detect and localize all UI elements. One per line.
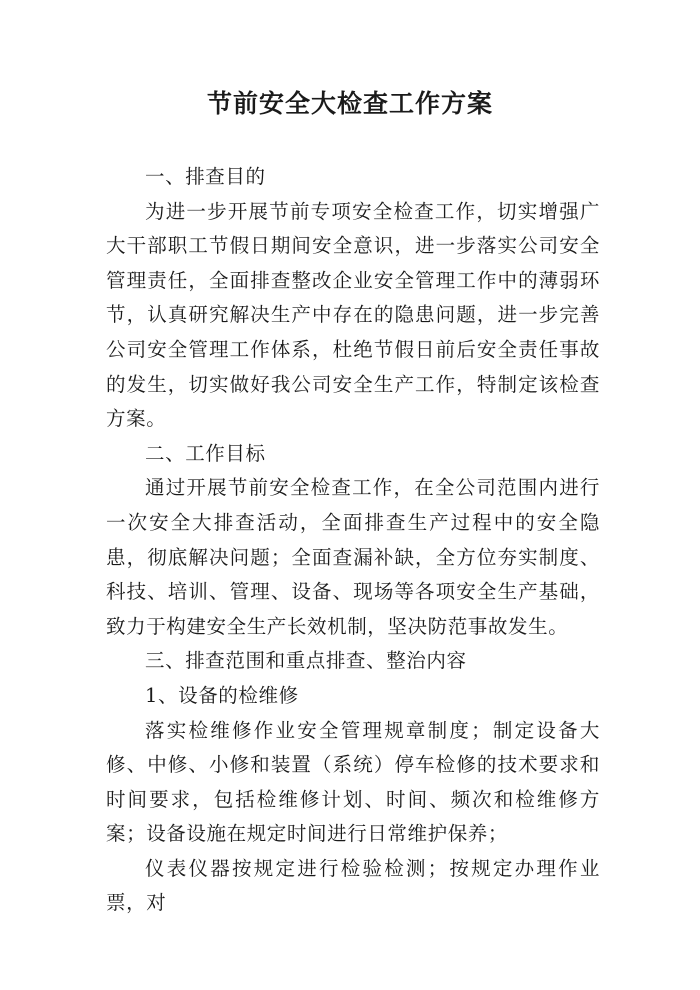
- paragraph-instruments: 仪表仪器按规定进行检验检测；按规定办理作业票，对: [106, 856, 600, 915]
- section-heading-purpose: 一、排查目的: [145, 165, 266, 188]
- document-title: 节前安全大检查工作方案: [206, 89, 493, 118]
- document-body: [106, 160, 600, 921]
- paragraph-equipment-maintenance: 落实检维修作业安全管理规章制度；制定设备大修、中修、小修和装置（系统）停车检修的技术要求和时间要求，包括检维修计划、时间、频次和检维修方案；设备设施在规定时间进行日常维护保养；: [106, 718, 600, 846]
- section-heading-goals: 二、工作目标: [145, 441, 266, 465]
- subheading-equipment-maintenance: 1、设备的检维修: [145, 683, 299, 707]
- paragraph-goals: 通过开展节前安全检查工作，在全公司范围内进行一次安全大排查活动，全面排查生产过程中的安全隐患，彻底解决问题；全面查漏补缺，全方位夯实制度、科技、培训、管理、设备、现场等各项安全生产基础，致力于构建安全生产长效机制，坚决防范事故发生。: [106, 476, 600, 638]
- section-heading-scope: 三、排查范围和重点排查、整治内容: [145, 649, 467, 673]
- paragraph-purpose: 为进一步开展节前专项安全检查工作，切实增强广大干部职工节假日期间安全意识，进一步落实公司安全管理责任，全面排查整改企业安全管理工作中的薄弱环节，认真研究解决生产中存在的隐患问题，进一步完善公司安全管理工作体系，杜绝节假日前后安全责任事故的发生，切实做好我公司安全生产工作，特制定该检查方案。: [106, 199, 600, 431]
